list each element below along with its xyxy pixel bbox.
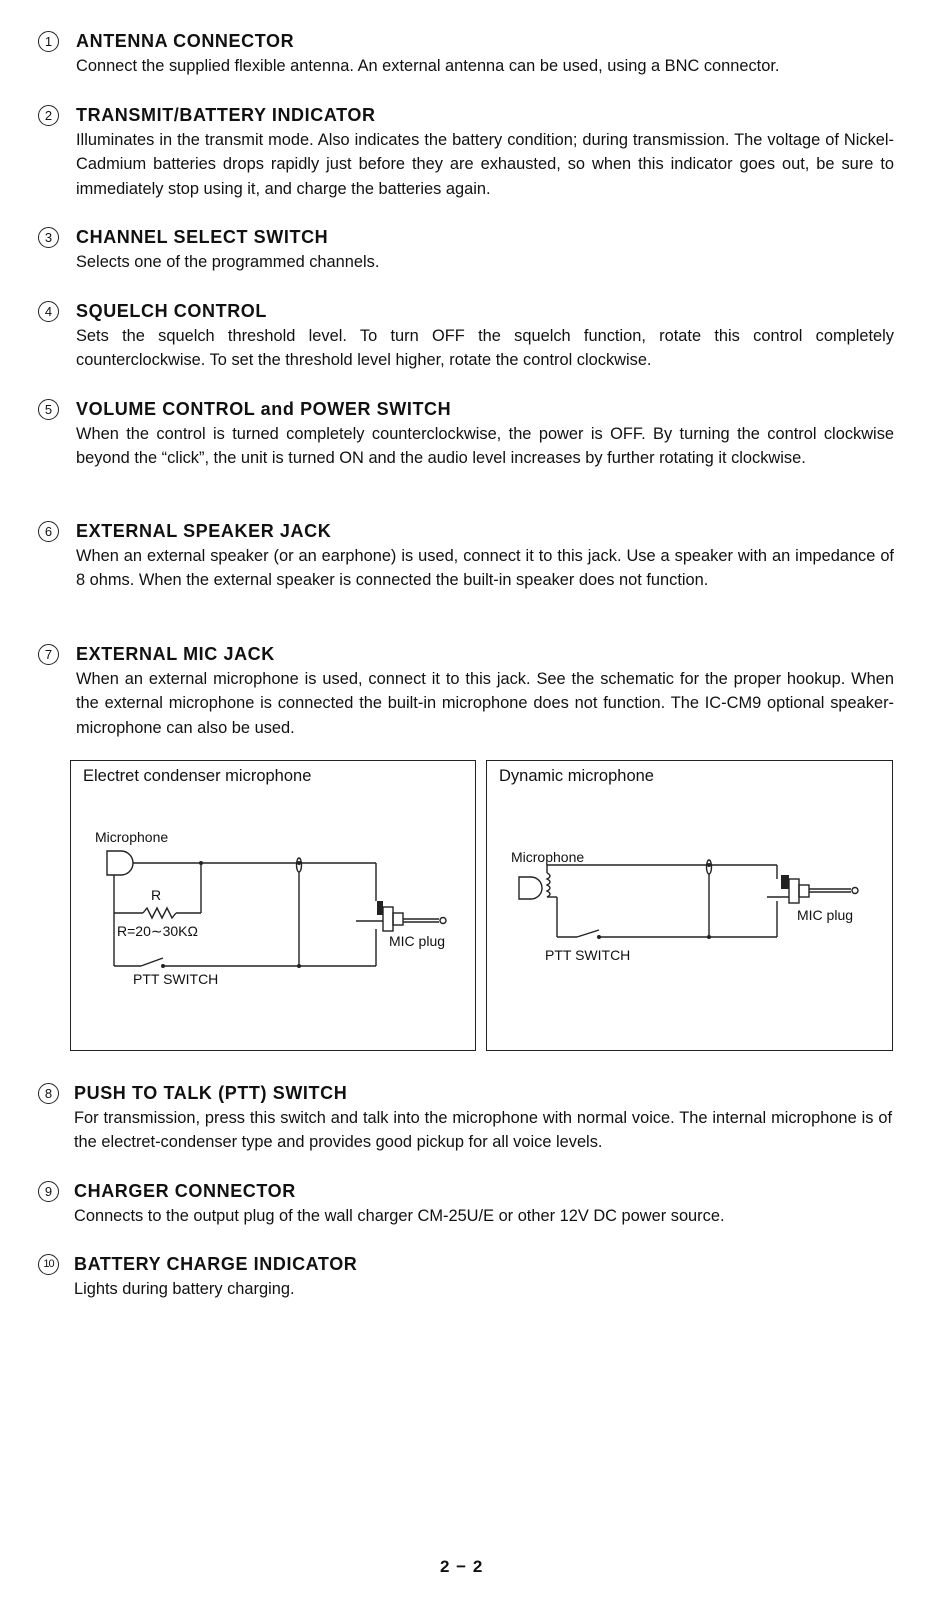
microphone-label: Microphone [511, 849, 585, 865]
item-heading: BATTERY CHARGE INDICATOR [74, 1254, 358, 1274]
item-heading: VOLUME CONTROL and POWER SWITCH [76, 399, 452, 419]
item-number: 10 [38, 1254, 59, 1275]
item-heading: ANTENNA CONNECTOR [76, 31, 295, 51]
item-description: Illuminates in the transmit mode. Also indicates the battery condition; during transmission. The voltage of Nickel-Cadmium batteries drops rapidly just before they are exhausted, so when this indicator goes out, be sure to immediately stop using it, and charge the batteries again. [76, 131, 894, 198]
diagram-title: Dynamic microphone [499, 767, 654, 785]
item-heading: EXTERNAL MIC JACK [76, 644, 275, 664]
item-heading: EXTERNAL SPEAKER JACK [76, 521, 332, 541]
item-heading: CHARGER CONNECTOR [74, 1181, 296, 1201]
microphone-label: Microphone [95, 829, 169, 845]
item-number: 9 [38, 1181, 59, 1202]
item-description: Lights during battery charging. [74, 1280, 295, 1298]
item-number: 1 [38, 31, 59, 52]
item-description: Connect the supplied flexible antenna. An external antenna can be used, using a BNC connector. [76, 57, 780, 75]
electret-mic-diagram [70, 760, 476, 1051]
dynamic-mic-diagram [486, 760, 893, 1051]
page-number: 2 − 2 [440, 1557, 484, 1576]
item-number: 8 [38, 1083, 59, 1104]
dynamic-schematic [487, 761, 892, 1050]
resistor-label: R [151, 887, 162, 903]
resistor-value-label: R=20∼30KΩ [117, 923, 198, 939]
item-number: 5 [38, 399, 59, 420]
item-number: 7 [38, 644, 59, 665]
item-description: Sets the squelch threshold level. To turn OFF the squelch function, rotate this control completely counterclockwise. To set the threshold level higher, rotate the control clockwise. [76, 327, 894, 370]
ptt-switch-label: PTT SWITCH [133, 971, 219, 987]
item-description: Selects one of the programmed channels. [76, 253, 380, 271]
item-number: 2 [38, 105, 59, 126]
item-heading: CHANNEL SELECT SWITCH [76, 227, 329, 247]
item-description: When the control is turned completely counterclockwise, the power is OFF. By turning the control clockwise beyond the “click”, the unit is turned ON and the audio level increases by further rotating it clockwise. [76, 425, 894, 468]
item-description: When an external microphone is used, connect it to this jack. See the schematic for the proper hookup. When the external microphone is connected the built-in microphone does not function. The IC-CM9 optional speaker-microphone can also be used. [76, 670, 894, 737]
item-heading: TRANSMIT/BATTERY INDICATOR [76, 105, 376, 125]
diagram-title: Electret condenser microphone [83, 767, 312, 785]
mic-plug-label: MIC plug [797, 907, 854, 923]
item-number: 3 [38, 227, 59, 248]
ptt-switch-label: PTT SWITCH [545, 947, 631, 963]
item-number: 4 [38, 301, 59, 322]
item-heading: SQUELCH CONTROL [76, 301, 267, 321]
item-description: Connects to the output plug of the wall charger CM-25U/E or other 12V DC power source. [74, 1207, 725, 1225]
item-description: For transmission, press this switch and talk into the microphone with normal voice. The internal microphone is of the electret-condenser type and provides good pickup for all voice levels. [74, 1109, 892, 1152]
item-description: When an external speaker (or an earphone) is used, connect it to this jack. Use a speaker with an impedance of 8 ohms. When the external speaker is connected the built-in speaker does not function. [76, 547, 894, 590]
item-heading: PUSH TO TALK (PTT) SWITCH [74, 1083, 348, 1103]
electret-schematic [71, 761, 475, 1050]
mic-plug-label: MIC plug [389, 933, 446, 949]
item-number: 6 [38, 521, 59, 542]
